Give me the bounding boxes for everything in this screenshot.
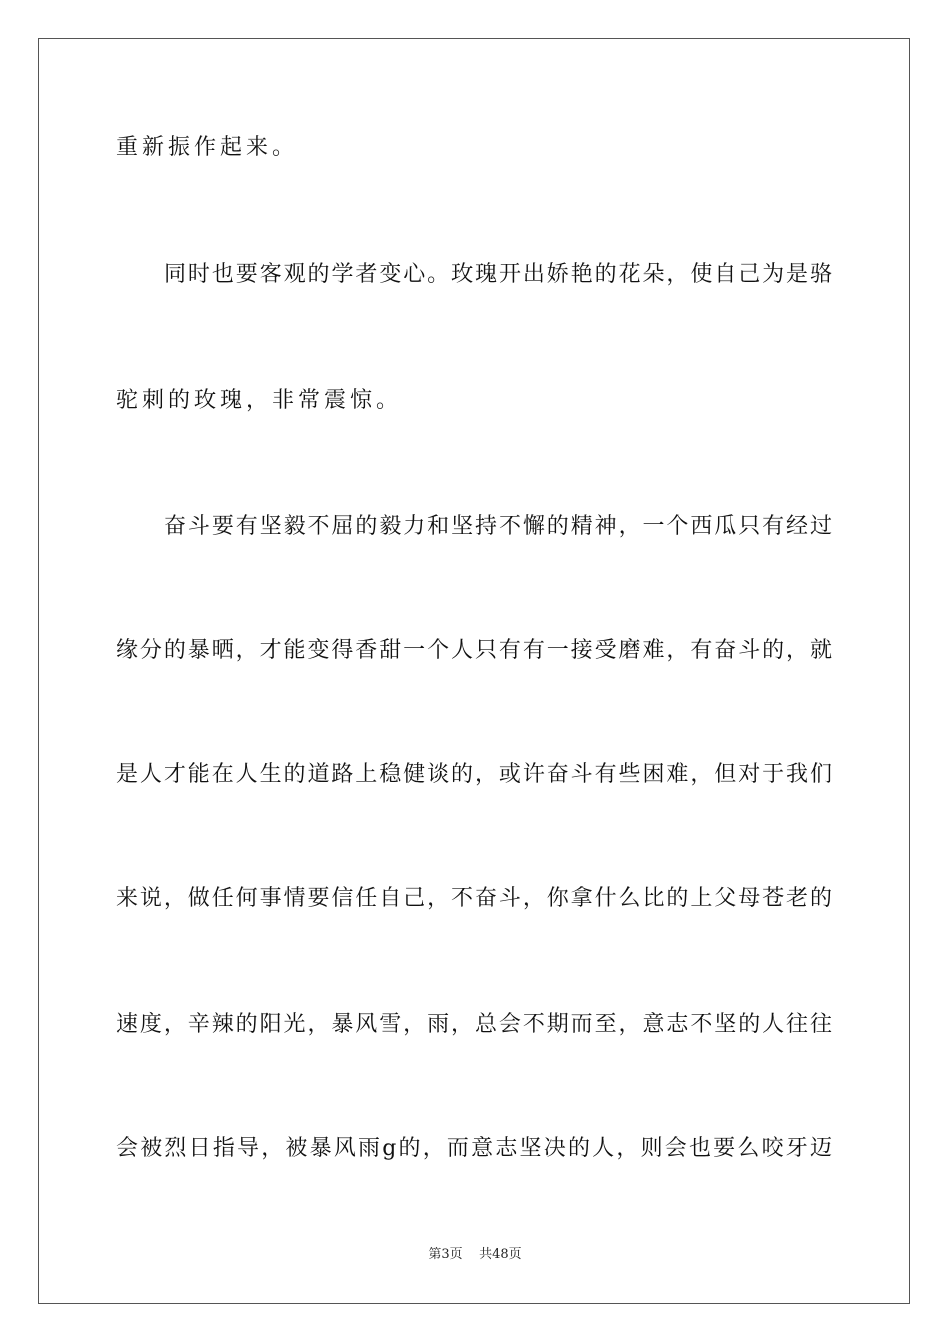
- paragraph-line: 会被烈日指导，被暴风雨g的，而意志坚决的人，则会也要么咬牙迈: [116, 1136, 832, 1161]
- paragraph-line: 来说，做任何事情要信任自己，不奋斗，你拿什么比的上父母苍老的: [116, 886, 832, 911]
- paragraph-line: 同时也要客观的学者变心。玫瑰开出娇艳的花朵，使自己为是骆: [164, 262, 832, 287]
- paragraph-line: 重新振作起来。: [116, 135, 299, 160]
- page-number: 第3页: [428, 1247, 463, 1262]
- page-border: [38, 38, 910, 1304]
- paragraph-line: 是人才能在人生的道路上稳健谈的，或许奋斗有些困难，但对于我们: [116, 762, 832, 787]
- page-total: 共48页: [479, 1247, 522, 1262]
- paragraph-line: 奋斗要有坚毅不屈的毅力和坚持不懈的精神，一个西瓜只有经过: [164, 514, 832, 539]
- page-footer: [0, 1246, 950, 1264]
- paragraph-line: 驼刺的玫瑰，非常震惊。: [116, 388, 403, 413]
- paragraph-line: 缘分的暴晒，才能变得香甜一个人只有有一接受磨难，有奋斗的，就: [116, 638, 832, 663]
- paragraph-line: 速度，辛辣的阳光，暴风雪，雨，总会不期而至，意志不坚的人往往: [116, 1012, 832, 1037]
